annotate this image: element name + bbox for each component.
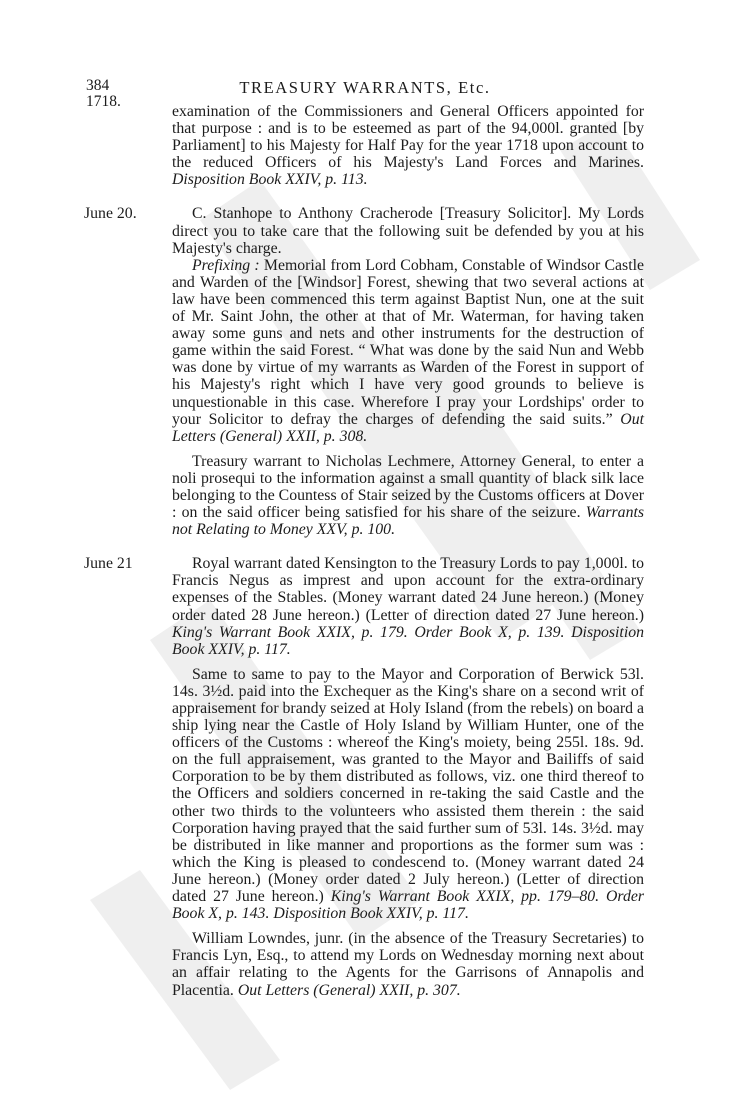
paragraph-text: William Lowndes, junr. (in the absence of the Treasury Secretaries) to Francis Lyn, Esq., to attend my Lords on Wednesday morning next about an affair relating to the Agents for the Garrisons of Annapolis and Placentia.: [172, 930, 644, 999]
entry-body: [172, 103, 644, 188]
paragraph-text: Treasury warrant to Nicholas Lechmere, Attorney General, to enter a noli prosequi to the information against a small quantity of black silk lace belonging to the Countess of Stair seized by the Customs officers at Dover : on the said officer being satisfied for his share of the seizure.: [172, 452, 644, 522]
entry-body: [172, 555, 644, 998]
page-number: 384: [86, 77, 110, 94]
entry-body: [172, 205, 644, 538]
header-year: 1718.: [86, 93, 121, 110]
book-reference: Disposition Book XXIV, p. 113.: [172, 171, 368, 189]
paragraph-text: Royal warrant dated Kensington to the Treasury Lords to pay 1,000l. to Francis Negus as imprest and upon account for the extra-ordinary expenses of the Stables. (Money warrant dated 24 June hereon.) (Money order dated 28 June hereon.) (Letter of direction dated 27 June hereon.): [172, 555, 644, 624]
paragraph-lead: Prefixing :: [192, 256, 260, 274]
entry-date: [84, 103, 172, 188]
paragraph: [172, 205, 644, 256]
book-reference: Warrants not Relating to Money XXV, p. 100.: [172, 504, 645, 539]
book-reference: King's Warrant Book XXIX, p. 179. Order Book X, p. 139. Disposition Book XXIV, p. 117.: [172, 623, 644, 658]
paragraph: [172, 103, 644, 188]
paragraph: [172, 666, 644, 922]
entry-june-20: [84, 205, 644, 538]
entry-date: June 21: [84, 555, 133, 573]
paragraph-text: examination of the Commissioners and General Officers appointed for that purpose : and is to be esteemed as part of the 94,000l. granted [by Parliament] to his Majesty for Half Pay for the year 1718 upon account to the reduced Officers of his Majesty's Land Forces and Marines.: [172, 103, 644, 172]
entry-date: June 20.: [84, 205, 137, 223]
entry-june-21: [84, 555, 644, 998]
paragraph: [172, 257, 644, 445]
paragraph-text: Same to same to pay to the Mayor and Corporation of Berwick 53l. 14s. 3½d. paid into the Exchequer as the King's share on a second writ of appraisement for brandy seized at Holy Island (from the rebels) on board a ship lying near the Castle of Holy Island by William Hunter, one of the officers of the Customs : whereof the King's moiety, being 255l. 18s. 9d. on the full appraisement, was granted to the Mayor and Bailiffs of said Corporation to be by them distributed as follows, viz. one third thereof to the Officers and soldiers concerned in re-taking the said Castle and the other two thirds to the volunteers who assisted them therein : the said Corporation having prayed that the said further sum of 53l. 14s. 3½d. may be distributed in like manner and proportions as the former sum was : which the King is pleased to condescend to. (Money warrant dated 24 June hereon.) (Money order dated 2 July hereon.) (Letter of direction dated 27 June hereon.): [172, 665, 644, 906]
paragraph-text: C. Stanhope to Anthony Cracherode [Treasury Solicitor]. My Lords direct you to take care that the following suit be defended by you at his Majesty's charge.: [172, 205, 644, 257]
entry-continued: [84, 103, 644, 188]
paragraph-text: Memorial from Lord Cobham, Constable of Windsor Castle and Warden of the [Windsor] Forest, shewing that two several actions at law have been commenced this term against Baptist Nun, one at the suit of Mr. Saint John, the other at that of Mr. Waterman, for having taken away some guns and nets and other instruments for the destruction of game within the said Forest. “ What was done by the said Nun and Webb was done by virtue of my warrants as Warden of the Forest in support of his Majesty's right which I have very good grounds to believe is unquestionable in this case. Wherefore I pray your Lordships' order to your Solicitor to defray the charges of defending the said suits.”: [172, 256, 644, 428]
page-content: [84, 103, 644, 999]
running-title: TREASURY WARRANTS, Etc.: [239, 78, 491, 97]
book-reference: Out Letters (General) XXII, p. 308.: [172, 410, 644, 445]
book-reference: Out Letters (General) XXII, p. 307.: [237, 981, 461, 999]
paragraph: [172, 555, 644, 658]
book-reference: King's Warrant Book XXIX, pp. 179–80. Order Book X, p. 143. Disposition Book XXIV, p. 117.: [172, 888, 645, 923]
paragraph: [172, 453, 644, 538]
paragraph: [172, 930, 644, 998]
